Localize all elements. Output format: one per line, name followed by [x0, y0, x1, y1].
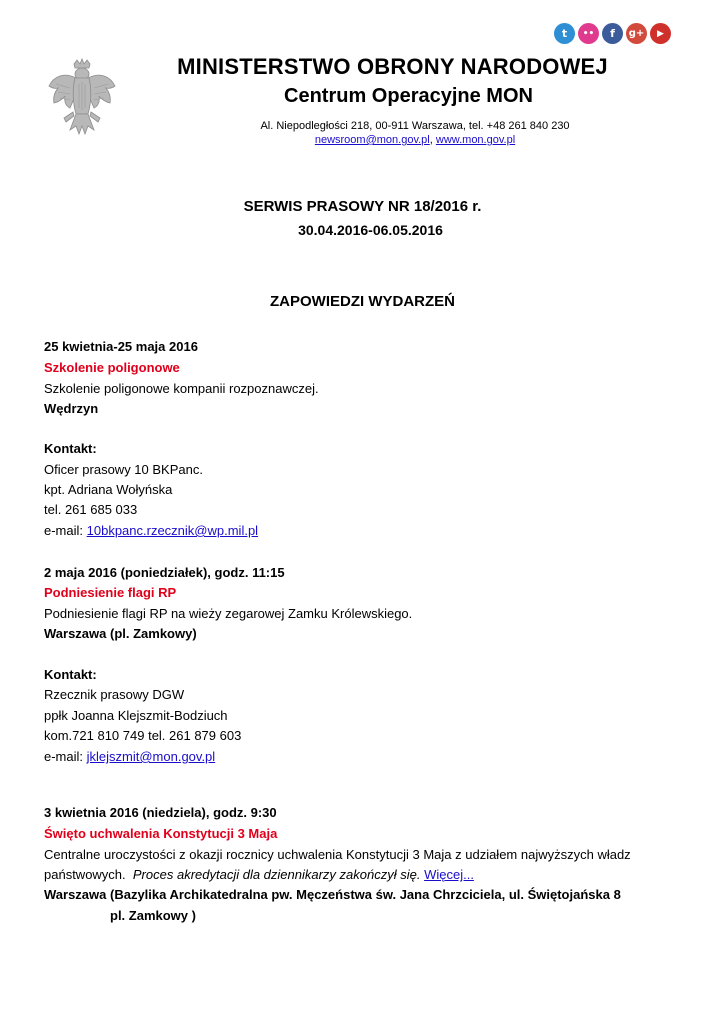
contact-line: Rzecznik prasowy DGW: [44, 687, 185, 702]
serwis-title: SERWIS PRASOWY NR 18/2016 r.: [243, 198, 482, 215]
contact-line: tel. 261 685 033: [44, 502, 138, 517]
contact-line: kom.721 810 749 tel. 261 879 603: [44, 728, 242, 743]
event-description: Podniesienie flagi RP na wieży zegarowej Zamku Królewskiego.: [44, 606, 413, 621]
flickr-icon[interactable]: ••: [578, 23, 599, 44]
event-place: Wędrzyn: [44, 401, 99, 416]
more-link[interactable]: Więcej...: [424, 867, 474, 882]
event-date: 25 kwietnia-25 maja 2016: [44, 339, 198, 354]
email-label: e-mail:: [44, 749, 87, 764]
email-label: e-mail:: [44, 523, 87, 538]
event-place: Warszawa (Bazylika Archikatedralna pw. Męczeństwa św. Jana Chrzciciela, ul. Świętojańska 8: [44, 887, 621, 902]
contact-email: [44, 749, 215, 764]
accreditation-note: Proces akredytacji dla dziennikarzy zakończył się.: [132, 867, 421, 882]
ministry-title: MINISTERSTWO OBRONY NARODOWEJ: [177, 54, 608, 79]
ministry-address: Al. Niepodległości 218, 00-911 Warszawa, tel. +48 261 840 230: [260, 120, 570, 132]
event-name: Szkolenie poligonowe: [44, 360, 180, 375]
event-name: Podniesienie flagi RP: [44, 585, 177, 600]
event-description: Centralne uroczystości z okazji rocznicy uchwalenia Konstytucji 3 Maja z udziałem najwyższych władz: [44, 847, 631, 862]
contact-line: Oficer prasowy 10 BKPanc.: [44, 462, 203, 477]
event-description: Szkolenie poligonowe kompanii rozpoznawczej.: [44, 381, 319, 396]
website-link[interactable]: www.mon.gov.pl: [435, 134, 516, 146]
email-link[interactable]: jklejszmit@mon.gov.pl: [86, 749, 216, 764]
desc-text: państwowych.: [44, 867, 126, 882]
contact-label: Kontakt:: [44, 441, 97, 456]
social-icons: [554, 23, 671, 44]
email-link[interactable]: 10bkpanc.rzecznik@wp.mil.pl: [86, 523, 259, 538]
section-title: ZAPOWIEDZI WYDARZEŃ: [270, 293, 455, 310]
event-place-cont: pl. Zamkowy ): [110, 908, 196, 923]
ministry-subtitle: Centrum Operacyjne MON: [284, 85, 533, 107]
contact-label: Kontakt:: [44, 667, 97, 682]
facebook-icon[interactable]: f: [602, 23, 623, 44]
twitter-icon[interactable]: t: [554, 23, 575, 44]
contact-email: [44, 523, 258, 538]
event-date: 3 kwietnia 2016 (niedziela), godz. 9:30: [44, 805, 277, 820]
event-date: 2 maja 2016 (poniedziałek), godz. 11:15: [44, 565, 285, 580]
header-links: [0, 134, 725, 146]
youtube-icon[interactable]: ▶: [650, 23, 671, 44]
event-description-cont: [44, 867, 474, 882]
googleplus-icon[interactable]: g+: [626, 23, 647, 44]
serwis-dates: 30.04.2016-06.05.2016: [298, 222, 443, 238]
link-separator: ,: [429, 134, 436, 146]
contact-line: kpt. Adriana Wołyńska: [44, 482, 173, 497]
contact-line: ppłk Joanna Klejszmit-Bodziuch: [44, 708, 228, 723]
event-place: Warszawa (pl. Zamkowy): [44, 626, 197, 641]
event-name: Święto uchwalenia Konstytucji 3 Maja: [44, 826, 278, 841]
newsroom-email-link[interactable]: newsroom@mon.gov.pl: [314, 134, 430, 146]
